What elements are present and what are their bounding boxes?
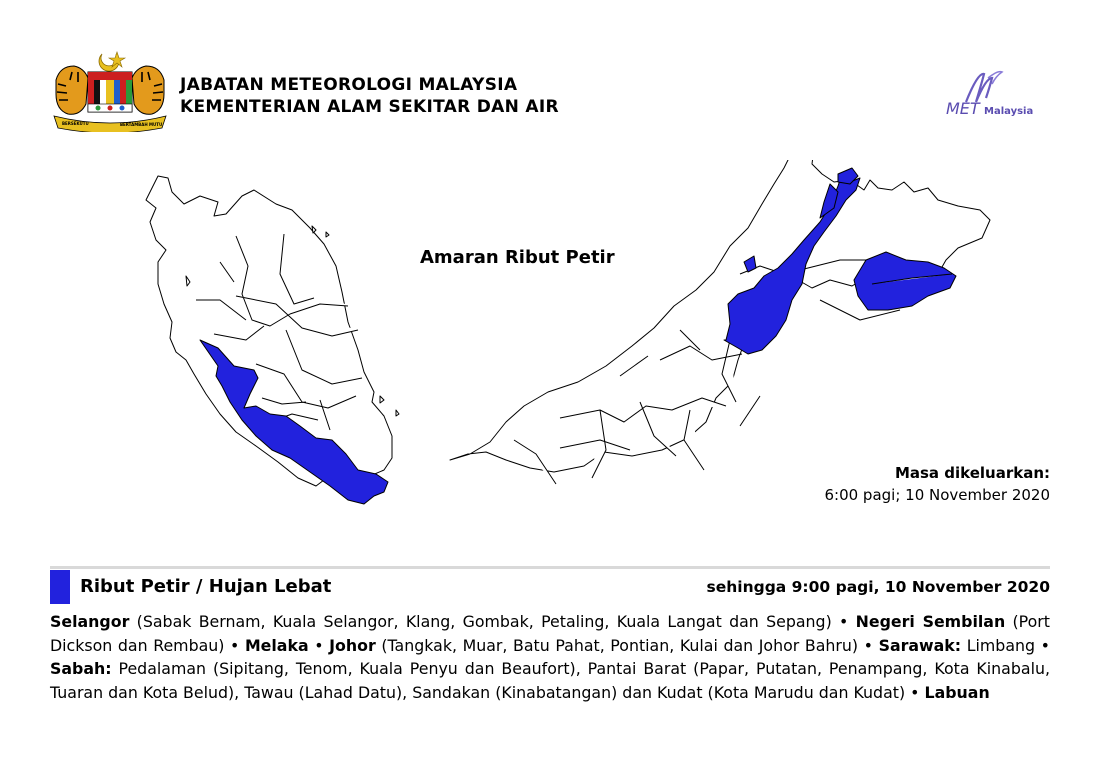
issued-time: 6:00 pagi; 10 November 2020 bbox=[824, 486, 1050, 504]
area-separator: • bbox=[308, 635, 330, 655]
malaysia-warning-map bbox=[0, 160, 1100, 510]
area-state: Johor bbox=[329, 635, 376, 655]
borneo-malaysia-outline bbox=[450, 160, 990, 472]
area-details: Limbang bbox=[961, 635, 1036, 655]
agency-line-1: JABATAN METEOROLOGI MALAYSIA bbox=[180, 75, 518, 95]
area-separator: • bbox=[905, 682, 925, 702]
issued-label: Masa dikeluarkan: bbox=[894, 464, 1050, 482]
coat-of-arms-logo bbox=[50, 50, 170, 132]
area-state: Selangor bbox=[50, 612, 130, 631]
area-separator: • bbox=[1035, 635, 1050, 655]
area-state: Negeri Sembilan bbox=[855, 612, 1006, 631]
met-malaysia-logo bbox=[936, 68, 1048, 118]
met-logo-suffix: Malaysia bbox=[984, 106, 1034, 117]
area-separator: • bbox=[224, 635, 245, 655]
area-state: Labuan bbox=[924, 682, 990, 702]
area-state: Melaka bbox=[244, 635, 309, 655]
area-separator: • bbox=[831, 612, 856, 631]
map-title: Amaran Ribut Petir bbox=[420, 247, 615, 268]
area-details: (Sabak Bernam, Kuala Selangor, Klang, Gombak, Petaling, Kuala Langat dan Sepang) bbox=[129, 612, 832, 631]
warning-type: Ribut Petir / Hujan Lebat bbox=[80, 576, 332, 597]
crest-motto-left: BERSEKUTU bbox=[62, 121, 89, 126]
agency-name bbox=[180, 74, 559, 118]
divider bbox=[50, 566, 1050, 569]
area-state: Sarawak: bbox=[878, 635, 962, 655]
affected-areas-text bbox=[50, 610, 1050, 704]
area-details: (Port Dickson dan Rembau) bbox=[50, 612, 1050, 655]
area-state: Sabah: bbox=[50, 659, 112, 678]
warning-valid-until: sehingga 9:00 pagi, 10 November 2020 bbox=[706, 578, 1050, 596]
agency-line-2: KEMENTERIAN ALAM SEKITAR DAN AIR bbox=[180, 97, 559, 117]
crest-motto-right: BERTAMBAH MUTU bbox=[120, 122, 163, 127]
warning-color-swatch bbox=[50, 570, 70, 604]
area-separator: • bbox=[858, 635, 879, 655]
area-details: Pedalaman (Sipitang, Tenom, Kuala Penyu dan Beaufort), Pantai Barat (Papar, Putatan, Penampang, Kota Kinabalu, Tuaran dan Kota Belud), Tawau (Lahad Datu), Sandakan (Kinabatangan) dan Kudat (Kota Marudu dan Kudat) bbox=[50, 659, 1050, 702]
issued-time-block bbox=[824, 462, 1050, 506]
area-details: (Tangkak, Muar, Batu Pahat, Pontian, Kulai dan Johor Bahru) bbox=[375, 635, 859, 655]
met-logo-prefix: MET bbox=[946, 99, 980, 118]
